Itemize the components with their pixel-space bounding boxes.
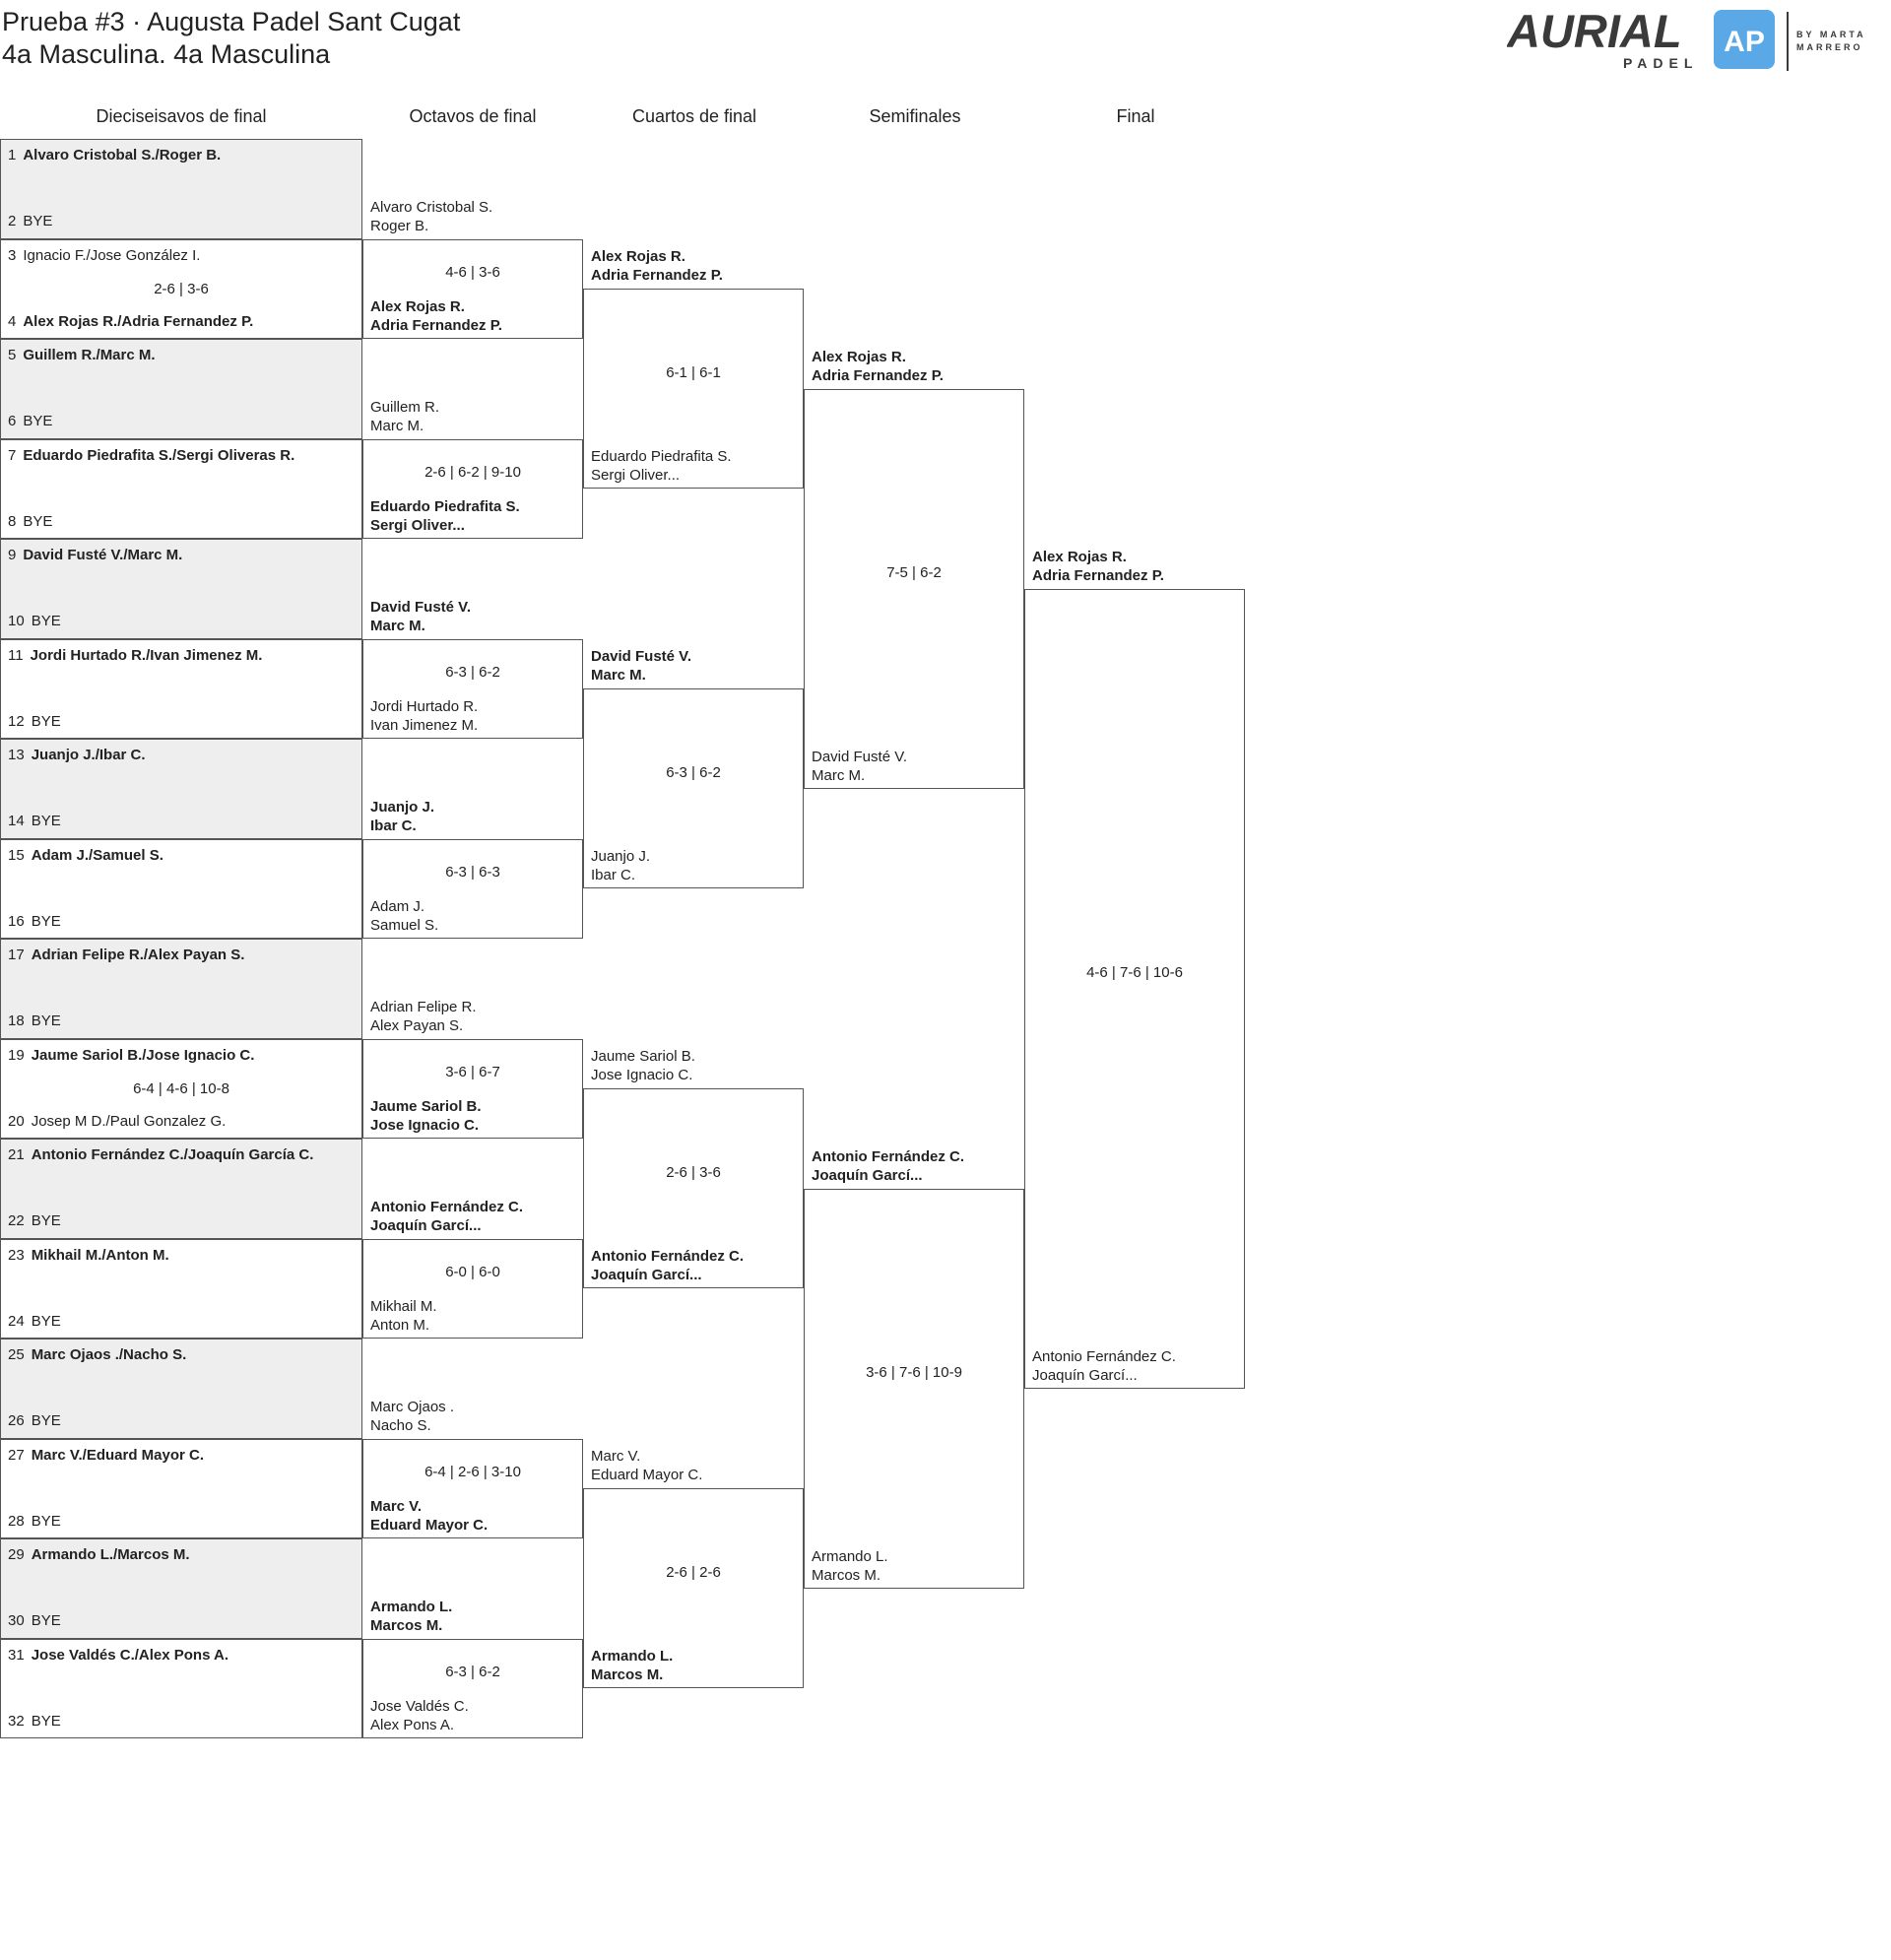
round2-team: [370, 1497, 488, 1535]
player-name: Ivan Jimenez M.: [370, 717, 479, 734]
logo-tagline-line1: BY MARTA: [1796, 30, 1866, 39]
player-name: Jaume Sariol B.: [591, 1048, 695, 1066]
seed-number: 30: [8, 1612, 25, 1629]
team-name: BYE: [31, 1512, 61, 1530]
round2-team: [370, 1398, 454, 1435]
player-name: Guillem R.: [370, 398, 440, 416]
seed-number: 4: [8, 312, 17, 330]
seed-number: 27: [8, 1446, 25, 1464]
player-name: David Fusté V.: [370, 598, 471, 616]
r1-team-entry: [8, 1112, 226, 1131]
round4-team: [812, 1147, 964, 1185]
round5-team: [1032, 1347, 1176, 1385]
seed-number: 5: [8, 347, 17, 363]
player-name: Adria Fernandez P.: [812, 366, 944, 384]
team-name: Guillem R./Marc M.: [23, 347, 156, 363]
round2-team: [370, 1297, 437, 1335]
player-name: Marcos M.: [370, 1616, 443, 1634]
player-name: Ibar C.: [370, 817, 417, 834]
match-score: 6-3 | 6-2: [445, 664, 500, 682]
seed-number: 26: [8, 1412, 25, 1429]
round-header: Semifinales: [869, 106, 961, 126]
player-name: David Fusté V.: [591, 648, 691, 666]
player-name: Marc V.: [370, 1498, 422, 1515]
r1-team-entry: [8, 1345, 186, 1364]
match-score: 3-6 | 6-7: [445, 1064, 500, 1081]
seed-number: 13: [8, 747, 25, 763]
r1-team-entry: [8, 1312, 61, 1331]
player-name: Antonio Fernández C.: [591, 1248, 744, 1266]
logo-subword: PADEL: [1623, 55, 1699, 71]
team-name: Alex Rojas R./Adria Fernandez P.: [23, 312, 254, 330]
team-name: Antonio Fernández C./Joaquín García C.: [31, 1146, 314, 1163]
team-name: BYE: [31, 1212, 61, 1229]
r1-team-entry: [8, 1446, 204, 1465]
seed-number: 9: [8, 547, 17, 563]
match-score: 6-1 | 6-1: [666, 363, 721, 381]
round2-team: [370, 598, 471, 635]
player-name: Alex Rojas R.: [1032, 548, 1127, 565]
player-name: Joaquín Garcí...: [812, 1166, 923, 1184]
seed-number: 15: [8, 846, 25, 864]
team-name: Adrian Felipe R./Alex Payan S.: [31, 947, 245, 963]
category-title: 4a Masculina. 4a Masculina: [2, 39, 331, 69]
seed-number: 28: [8, 1512, 25, 1530]
player-name: Sergi Oliver...: [591, 467, 681, 485]
round2-team: [370, 1097, 482, 1135]
player-name: Alex Rojas R.: [812, 348, 906, 365]
seed-number: 14: [8, 813, 25, 829]
r1-team-entry: [8, 1545, 190, 1564]
player-name: Jordi Hurtado R.: [370, 698, 479, 715]
seed-number: 6: [8, 413, 17, 429]
seed-number: 20: [8, 1112, 25, 1130]
player-name: Marc M.: [370, 417, 424, 434]
player-name: Marc M.: [591, 667, 646, 685]
seed-number: 11: [8, 646, 24, 664]
player-name: Adam J.: [370, 898, 425, 915]
player-name: Eduardo Piedrafita S.: [591, 448, 732, 466]
team-name: BYE: [31, 712, 61, 730]
seed-number: 12: [8, 712, 25, 730]
player-name: David Fusté V.: [812, 748, 907, 765]
round4-match-box: [804, 389, 1024, 789]
team-name: Marc Ojaos ./Nacho S.: [31, 1346, 187, 1363]
player-name: Ibar C.: [591, 867, 636, 884]
match-score: 2-6 | 3-6: [666, 1163, 721, 1181]
r1-team-entry: [8, 546, 182, 564]
round-header: Cuartos de final: [631, 106, 757, 126]
round3-team: [591, 847, 650, 884]
seed-number: 10: [8, 613, 25, 629]
r1-team-entry: [8, 1246, 169, 1265]
player-name: Eduard Mayor C.: [370, 1517, 489, 1534]
round3-team: [591, 1647, 673, 1684]
team-name: BYE: [31, 1712, 61, 1730]
player-name: Anton M.: [370, 1317, 430, 1334]
player-name: Armando L.: [370, 1598, 453, 1615]
team-name: BYE: [23, 512, 53, 530]
match-score: 6-0 | 6-0: [445, 1264, 500, 1281]
player-name: Alex Rojas R.: [370, 298, 465, 315]
player-name: Marc Ojaos .: [370, 1398, 455, 1415]
player-name: Jose Ignacio C.: [591, 1067, 693, 1084]
round-header: Dieciseisavos de final: [96, 106, 267, 126]
player-name: Eduard Mayor C.: [591, 1467, 703, 1484]
match-score: 7-5 | 6-2: [886, 563, 942, 581]
match-score: 6-3 | 6-2: [666, 763, 721, 781]
r1-team-entry: [8, 1611, 61, 1630]
team-name: Jose Valdés C./Alex Pons A.: [31, 1646, 229, 1664]
r1-team-entry: [8, 1211, 61, 1230]
team-name: Alvaro Cristobal S./Roger B.: [23, 147, 222, 163]
round-header: Final: [1116, 106, 1155, 126]
player-name: Joaquín Garcí...: [370, 1216, 482, 1234]
r1-team-entry: [8, 646, 262, 665]
round2-team: [370, 398, 439, 435]
r1-team-entry: [8, 846, 163, 865]
player-name: Antonio Fernández C.: [1032, 1347, 1176, 1365]
player-name: Alvaro Cristobal S.: [370, 198, 493, 216]
r1-team-entry: [8, 212, 52, 230]
team-name: BYE: [23, 413, 53, 429]
player-name: Samuel S.: [370, 917, 439, 934]
match-score: 6-4 | 2-6 | 3-10: [424, 1464, 521, 1481]
round-header: Octavos de final: [409, 106, 537, 126]
player-name: Marcos M.: [812, 1566, 881, 1584]
round2-team: [370, 697, 478, 735]
round2-team: [370, 497, 520, 535]
round4-team: [812, 348, 944, 385]
team-name: BYE: [31, 912, 61, 930]
r1-team-entry: [8, 746, 146, 764]
match-score: 2-6 | 2-6: [666, 1563, 721, 1581]
r1-team-entry: [8, 146, 221, 164]
player-name: Roger B.: [370, 217, 429, 234]
seed-number: 19: [8, 1046, 25, 1064]
seed-number: 24: [8, 1312, 25, 1330]
round5-match-box: [1024, 589, 1245, 1389]
team-name: Adam J./Samuel S.: [31, 846, 163, 864]
team-name: BYE: [31, 1612, 61, 1629]
team-name: BYE: [23, 213, 53, 229]
round2-team: [370, 1598, 452, 1635]
player-name: Juanjo J.: [370, 798, 435, 816]
round4-team: [812, 748, 907, 785]
player-name: Adria Fernandez P.: [591, 267, 723, 285]
r1-team-entry: [8, 712, 61, 731]
round3-team: [591, 1447, 702, 1484]
team-name: Mikhail M./Anton M.: [31, 1246, 169, 1264]
seed-number: 18: [8, 1013, 25, 1029]
match-score: 4-6 | 3-6: [445, 264, 500, 282]
player-name: Joaquín Garcí...: [591, 1267, 702, 1284]
round2-team: [370, 798, 434, 835]
round2-team: [370, 1198, 523, 1235]
player-name: Marc V.: [591, 1448, 641, 1466]
round3-team: [591, 1247, 744, 1284]
player-name: Antonio Fernández C.: [370, 1198, 523, 1215]
team-name: Jaume Sariol B./Jose Ignacio C.: [31, 1046, 255, 1064]
player-name: Sergi Oliver...: [370, 517, 465, 534]
player-name: Armando L.: [591, 1648, 674, 1666]
seed-number: 22: [8, 1212, 25, 1229]
player-name: Jose Ignacio C.: [370, 1117, 480, 1134]
player-name: Eduardo Piedrafita S.: [370, 498, 520, 515]
seed-number: 25: [8, 1346, 25, 1363]
match-score: 6-3 | 6-3: [445, 864, 500, 882]
round3-team: [591, 447, 732, 485]
match-score: 2-6 | 3-6: [154, 280, 209, 297]
r1-team-entry: [8, 1512, 61, 1531]
r1-team-entry: [8, 612, 61, 630]
seed-number: 21: [8, 1146, 25, 1163]
round5-team: [1032, 548, 1164, 585]
player-name: Adrian Felipe R.: [370, 998, 477, 1015]
round4-match-box: [804, 1189, 1024, 1589]
r1-team-entry: [8, 1046, 254, 1065]
player-name: Adria Fernandez P.: [370, 317, 502, 334]
seed-number: 3: [8, 246, 17, 264]
team-name: Josep M D./Paul Gonzalez G.: [31, 1112, 227, 1130]
seed-number: 2: [8, 213, 17, 229]
player-name: Jose Valdés C.: [370, 1698, 469, 1715]
match-score: 6-4 | 4-6 | 10-8: [133, 1079, 229, 1097]
team-name: Eduardo Piedrafita S./Sergi Oliveras R.: [23, 446, 295, 464]
round3-team: [591, 247, 723, 285]
team-name: Armando L./Marcos M.: [31, 1546, 190, 1563]
player-name: Mikhail M.: [370, 1298, 437, 1315]
seed-number: 8: [8, 512, 17, 530]
player-name: Antonio Fernández C.: [812, 1147, 964, 1165]
r1-team-entry: [8, 912, 61, 931]
seed-number: 1: [8, 147, 17, 163]
r1-team-entry: [8, 1411, 61, 1430]
player-name: Marcos M.: [591, 1666, 664, 1684]
team-name: BYE: [31, 1013, 61, 1029]
match-score: 3-6 | 7-6 | 10-9: [866, 1363, 962, 1381]
seed-number: 29: [8, 1546, 25, 1563]
round2-team: [370, 897, 438, 935]
round3-team: [591, 1047, 695, 1084]
logo-tagline-line2: MARRERO: [1796, 42, 1863, 52]
team-name: BYE: [31, 613, 61, 629]
team-name: Jordi Hurtado R./Ivan Jimenez M.: [30, 646, 263, 664]
r1-team-entry: [8, 246, 200, 265]
player-name: Marc M.: [370, 617, 425, 634]
logo-monogram: AP: [1724, 26, 1765, 58]
player-name: Marc M.: [812, 766, 866, 784]
r1-team-entry: [8, 1712, 61, 1731]
match-score: 4-6 | 7-6 | 10-6: [1086, 963, 1183, 981]
r1-team-entry: [8, 512, 52, 531]
seed-number: 16: [8, 912, 25, 930]
player-name: Adria Fernandez P.: [1032, 566, 1164, 584]
r1-team-entry: [8, 1646, 228, 1665]
seed-number: 23: [8, 1246, 25, 1264]
team-name: BYE: [31, 1412, 61, 1429]
seed-number: 32: [8, 1712, 25, 1730]
team-name: Juanjo J./Ibar C.: [31, 747, 146, 763]
player-name: Alex Rojas R.: [591, 248, 685, 266]
seed-number: 17: [8, 947, 25, 963]
seed-number: 7: [8, 446, 17, 464]
match-score: 2-6 | 6-2 | 9-10: [424, 464, 521, 482]
player-name: Nacho S.: [370, 1416, 431, 1434]
player-name: Jaume Sariol B.: [370, 1098, 482, 1115]
round4-team: [812, 1547, 888, 1585]
logo-wordmark: AURIAL: [1507, 6, 1682, 57]
round2-team: [370, 198, 492, 235]
seed-number: 31: [8, 1646, 25, 1664]
player-name: Alex Payan S.: [370, 1016, 464, 1034]
round2-team: [370, 1697, 469, 1734]
match-score: 6-3 | 6-2: [445, 1664, 500, 1681]
round3-team: [591, 647, 691, 685]
r1-team-entry: [8, 312, 253, 331]
r1-team-entry: [8, 1145, 313, 1164]
team-name: BYE: [31, 1312, 61, 1330]
player-name: Alex Pons A.: [370, 1717, 455, 1733]
round2-team: [370, 998, 477, 1035]
player-name: Joaquín Garcí...: [1032, 1366, 1138, 1384]
player-name: Armando L.: [812, 1547, 888, 1565]
round2-team: [370, 297, 502, 335]
r1-team-entry: [8, 412, 52, 430]
r1-team-entry: [8, 1012, 61, 1030]
tournament-title: Prueba #3 · Augusta Padel Sant Cugat: [2, 7, 461, 36]
r1-team-entry: [8, 346, 156, 364]
team-name: David Fusté V./Marc M.: [23, 547, 183, 563]
team-name: Ignacio F./Jose González I.: [23, 246, 201, 264]
team-name: BYE: [31, 813, 61, 829]
player-name: Juanjo J.: [591, 848, 651, 866]
team-name: Marc V./Eduard Mayor C.: [31, 1446, 205, 1464]
r1-team-entry: [8, 946, 244, 964]
r1-team-entry: [8, 812, 61, 830]
r1-team-entry: [8, 446, 294, 465]
